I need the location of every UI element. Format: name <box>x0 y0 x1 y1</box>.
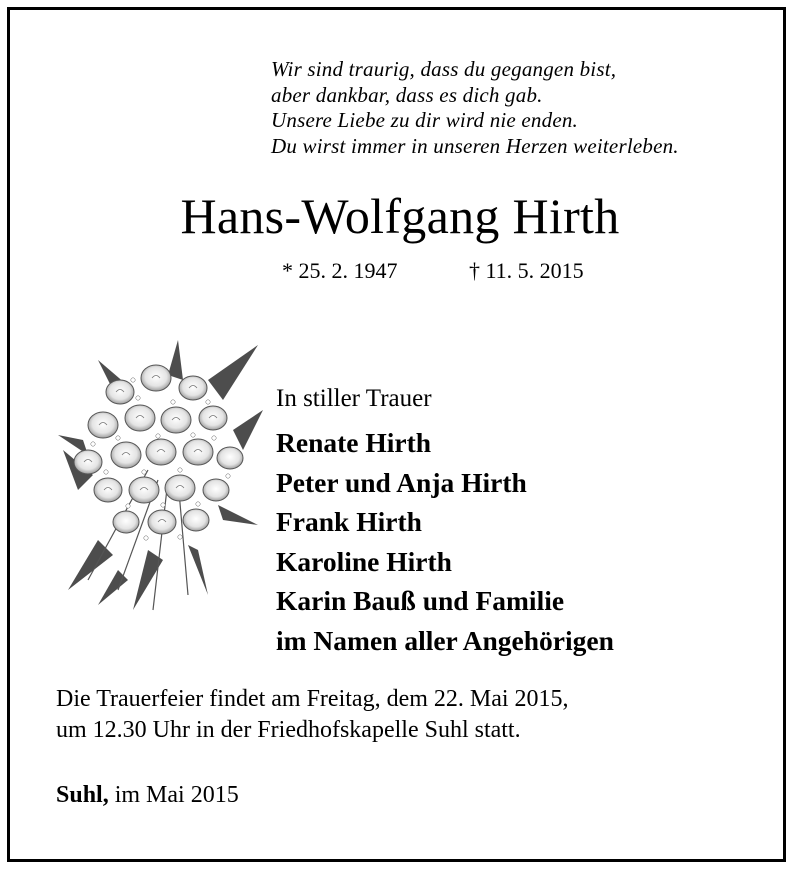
mourner-name: Karin Bauß und Familie <box>276 585 565 617</box>
birth-date: * 25. 2. 1947 <box>282 258 398 283</box>
mourner-name: Frank Hirth <box>276 506 422 538</box>
ceremony-info <box>56 684 569 746</box>
memorial-poem <box>271 57 679 159</box>
poem-line: Wir sind traurig, dass du gegangen bist, <box>271 57 617 81</box>
closing-place: Suhl, <box>56 782 109 808</box>
deceased-name: Hans-Wolfgang Hirth <box>180 188 620 244</box>
ceremony-line: um 12.30 Uhr in der Friedhofskapelle Suhl statt. <box>56 717 521 743</box>
mourner-name: im Namen aller Angehörigen <box>276 624 614 656</box>
poem-line: aber dankbar, dass es dich gab. <box>271 82 543 107</box>
closing-date: im Mai 2015 <box>108 782 239 808</box>
mourner-name: Peter und Anja Hirth <box>276 466 527 498</box>
mourner-list <box>276 423 614 661</box>
ceremony-line: Die Trauerfeier findet am Freitag, dem 22. Mai 2015, <box>56 686 569 712</box>
poem-line: Du wirst immer in unseren Herzen weiterleben. <box>271 133 679 158</box>
mourner-name: Karoline Hirth <box>276 545 452 577</box>
mourning-intro: In stiller Trauer <box>276 385 432 412</box>
rose-bouquet-icon <box>58 340 268 615</box>
closing-place-date <box>56 780 239 810</box>
mourner-name: Renate Hirth <box>276 427 432 458</box>
poem-line: Unsere Liebe zu dir wird nie enden. <box>271 108 578 132</box>
death-date: † 11. 5. 2015 <box>469 258 584 283</box>
